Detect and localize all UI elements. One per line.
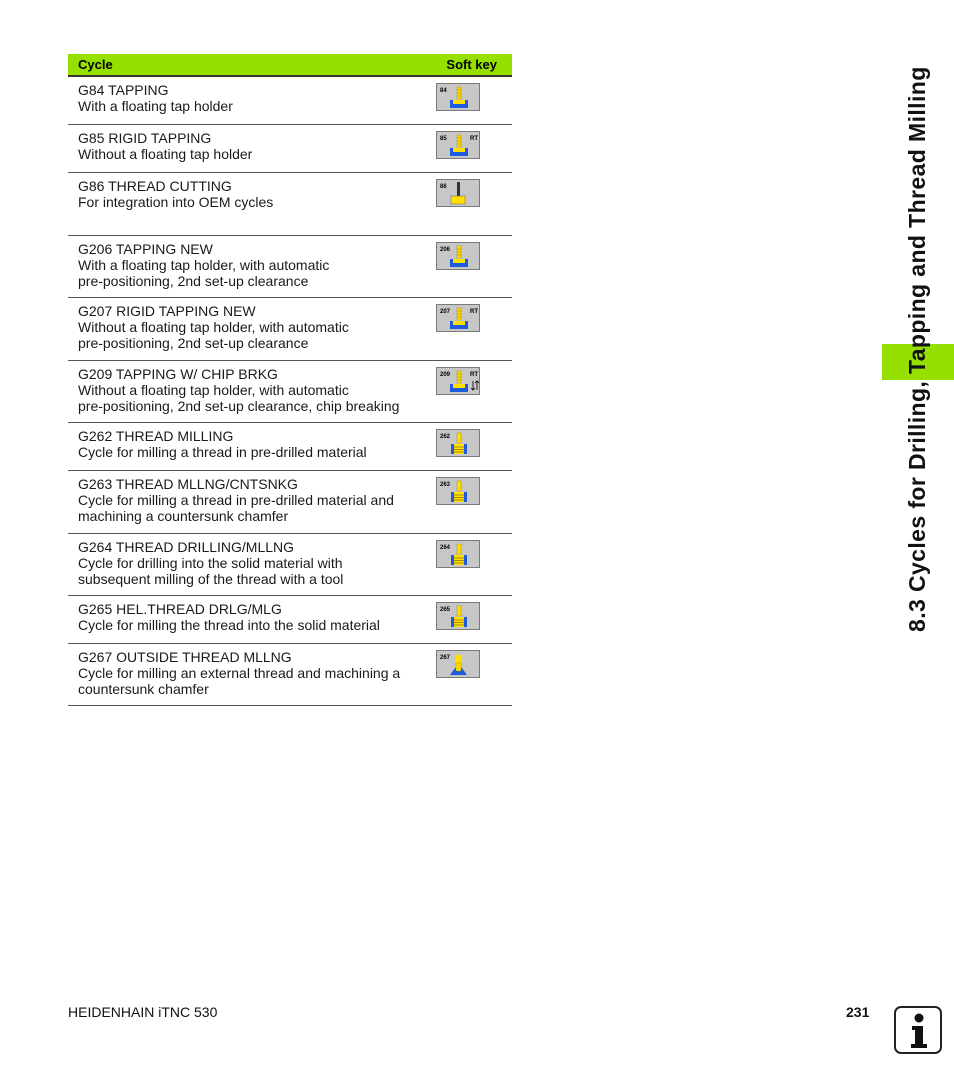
cycle-description-cell bbox=[68, 76, 432, 124]
softkey-cell bbox=[432, 124, 512, 172]
cycle-description-cell bbox=[68, 470, 432, 533]
cycle-title: G267 OUTSIDE THREAD MLLNG bbox=[78, 648, 292, 665]
softkey-label: 84 bbox=[440, 88, 447, 94]
softkey-cell bbox=[432, 422, 512, 470]
cycle-description-line bbox=[78, 210, 432, 226]
cycle-description-line: pre-positioning, 2nd set-up clearance, chip breaking bbox=[78, 397, 400, 414]
cycle-description-line: Cycle for milling a thread in pre-drilled material and bbox=[78, 491, 394, 508]
cycle-description-line: Cycle for milling a thread in pre-drilled material bbox=[78, 443, 367, 460]
table-row bbox=[68, 172, 512, 235]
table-row bbox=[68, 297, 512, 360]
cycle-title: G84 TAPPING bbox=[78, 82, 169, 98]
cycle-title: G264 THREAD DRILLING/MLLNG bbox=[78, 538, 295, 555]
cycle-title: G86 THREAD CUTTING bbox=[78, 177, 232, 194]
cycle-title: G262 THREAD MILLING bbox=[78, 427, 234, 444]
cycle-description-cell bbox=[68, 297, 432, 360]
softkey-label: 263 bbox=[440, 481, 451, 488]
cycle-description-line: countersunk chamfer bbox=[78, 680, 209, 697]
softkey-rt-label: RT bbox=[470, 308, 478, 315]
cycle-softkey-206[interactable] bbox=[436, 242, 480, 270]
page-number: 231 bbox=[846, 1004, 870, 1020]
cycle-title: G209 TAPPING W/ CHIP BRKG bbox=[78, 365, 278, 382]
softkey-cell bbox=[432, 235, 512, 297]
cycle-description-cell bbox=[68, 643, 432, 705]
cycle-description-line: Cycle for drilling into the solid material with bbox=[78, 554, 343, 571]
cycle-softkey-265[interactable] bbox=[436, 602, 480, 630]
column-header-softkey: Soft key bbox=[432, 54, 512, 76]
softkey-label: 265 bbox=[440, 606, 451, 613]
cycle-softkey-263[interactable] bbox=[436, 477, 480, 505]
table-header-row bbox=[68, 54, 512, 76]
cycle-softkey-85[interactable] bbox=[436, 131, 480, 159]
softkey-cell bbox=[432, 76, 512, 124]
cycle-title: G265 HEL.THREAD DRLG/MLG bbox=[78, 600, 282, 617]
table-row bbox=[68, 360, 512, 422]
softkey-label: 207 bbox=[440, 308, 451, 315]
cycle-softkey-267[interactable] bbox=[436, 650, 480, 678]
cycle-description-cell bbox=[68, 422, 432, 470]
cycle-description-line: Without a floating tap holder, with automatic bbox=[78, 381, 349, 398]
cycle-description-line: With a floating tap holder, with automatic bbox=[78, 256, 330, 273]
cycle-description-line: pre-positioning, 2nd set-up clearance bbox=[78, 334, 309, 351]
info-icon bbox=[894, 1006, 942, 1054]
cycle-description-cell bbox=[68, 595, 432, 643]
cycle-description-line: Without a floating tap holder, with automatic bbox=[78, 318, 349, 335]
cycle-description-line: Cycle for milling the thread into the solid material bbox=[78, 616, 380, 633]
section-title: 8.3 Cycles for Drilling, Tapping and Thread Milling bbox=[904, 66, 930, 632]
table-row bbox=[68, 124, 512, 172]
cycle-description-line: With a floating tap holder bbox=[78, 98, 233, 114]
cycle-title: G85 RIGID TAPPING bbox=[78, 129, 212, 146]
cycle-table bbox=[68, 54, 512, 706]
cycle-title: G263 THREAD MLLNG/CNTSNKG bbox=[78, 475, 298, 492]
cycle-softkey-86[interactable] bbox=[436, 179, 480, 207]
softkey-cell bbox=[432, 470, 512, 533]
softkey-cell bbox=[432, 172, 512, 235]
softkey-label: 206 bbox=[440, 246, 451, 253]
cycle-title: G207 RIGID TAPPING NEW bbox=[78, 302, 256, 319]
cycle-description-cell bbox=[68, 172, 432, 235]
cycle-description-cell bbox=[68, 360, 432, 422]
table-row bbox=[68, 76, 512, 124]
softkey-label: 209 bbox=[440, 371, 451, 378]
table-row bbox=[68, 595, 512, 643]
softkey-rt-label: RT bbox=[470, 371, 478, 378]
softkey-rt-label: RT bbox=[470, 135, 478, 142]
cycle-softkey-262[interactable] bbox=[436, 429, 480, 457]
cycle-description-line: machining a countersunk chamfer bbox=[78, 507, 289, 524]
cycle-description-line: pre-positioning, 2nd set-up clearance bbox=[78, 272, 309, 289]
table-row bbox=[68, 235, 512, 297]
table-row bbox=[68, 533, 512, 595]
softkey-label: 262 bbox=[440, 433, 451, 440]
softkey-cell bbox=[432, 533, 512, 595]
softkey-label: 267 bbox=[440, 654, 451, 661]
softkey-label: 85 bbox=[440, 135, 447, 142]
cycle-description-cell bbox=[68, 235, 432, 297]
cycle-description-line: For integration into OEM cycles bbox=[78, 193, 274, 210]
table-row bbox=[68, 422, 512, 470]
softkey-cell bbox=[432, 360, 512, 422]
cycle-description-cell bbox=[68, 533, 432, 595]
cycle-softkey-209[interactable] bbox=[436, 367, 480, 395]
softkey-label: 264 bbox=[440, 544, 451, 551]
softkey-label: 86 bbox=[440, 183, 447, 190]
table-row bbox=[68, 470, 512, 533]
softkey-cell bbox=[432, 643, 512, 705]
cycle-description-cell bbox=[68, 124, 432, 172]
cycle-description-line: subsequent milling of the thread with a tool bbox=[78, 570, 344, 587]
table-row bbox=[68, 643, 512, 705]
cycle-softkey-207[interactable] bbox=[436, 304, 480, 332]
softkey-cell bbox=[432, 595, 512, 643]
cycle-title: G206 TAPPING NEW bbox=[78, 240, 213, 257]
cycle-softkey-264[interactable] bbox=[436, 540, 480, 568]
footer-product-name: HEIDENHAIN iTNC 530 bbox=[68, 1004, 218, 1020]
cycle-description-line: Cycle for milling an external thread and machining a bbox=[78, 664, 401, 681]
cycle-description-line: Without a floating tap holder bbox=[78, 145, 253, 162]
cycle-softkey-84[interactable] bbox=[436, 83, 480, 111]
softkey-cell bbox=[432, 297, 512, 360]
column-header-cycle: Cycle bbox=[68, 54, 432, 76]
